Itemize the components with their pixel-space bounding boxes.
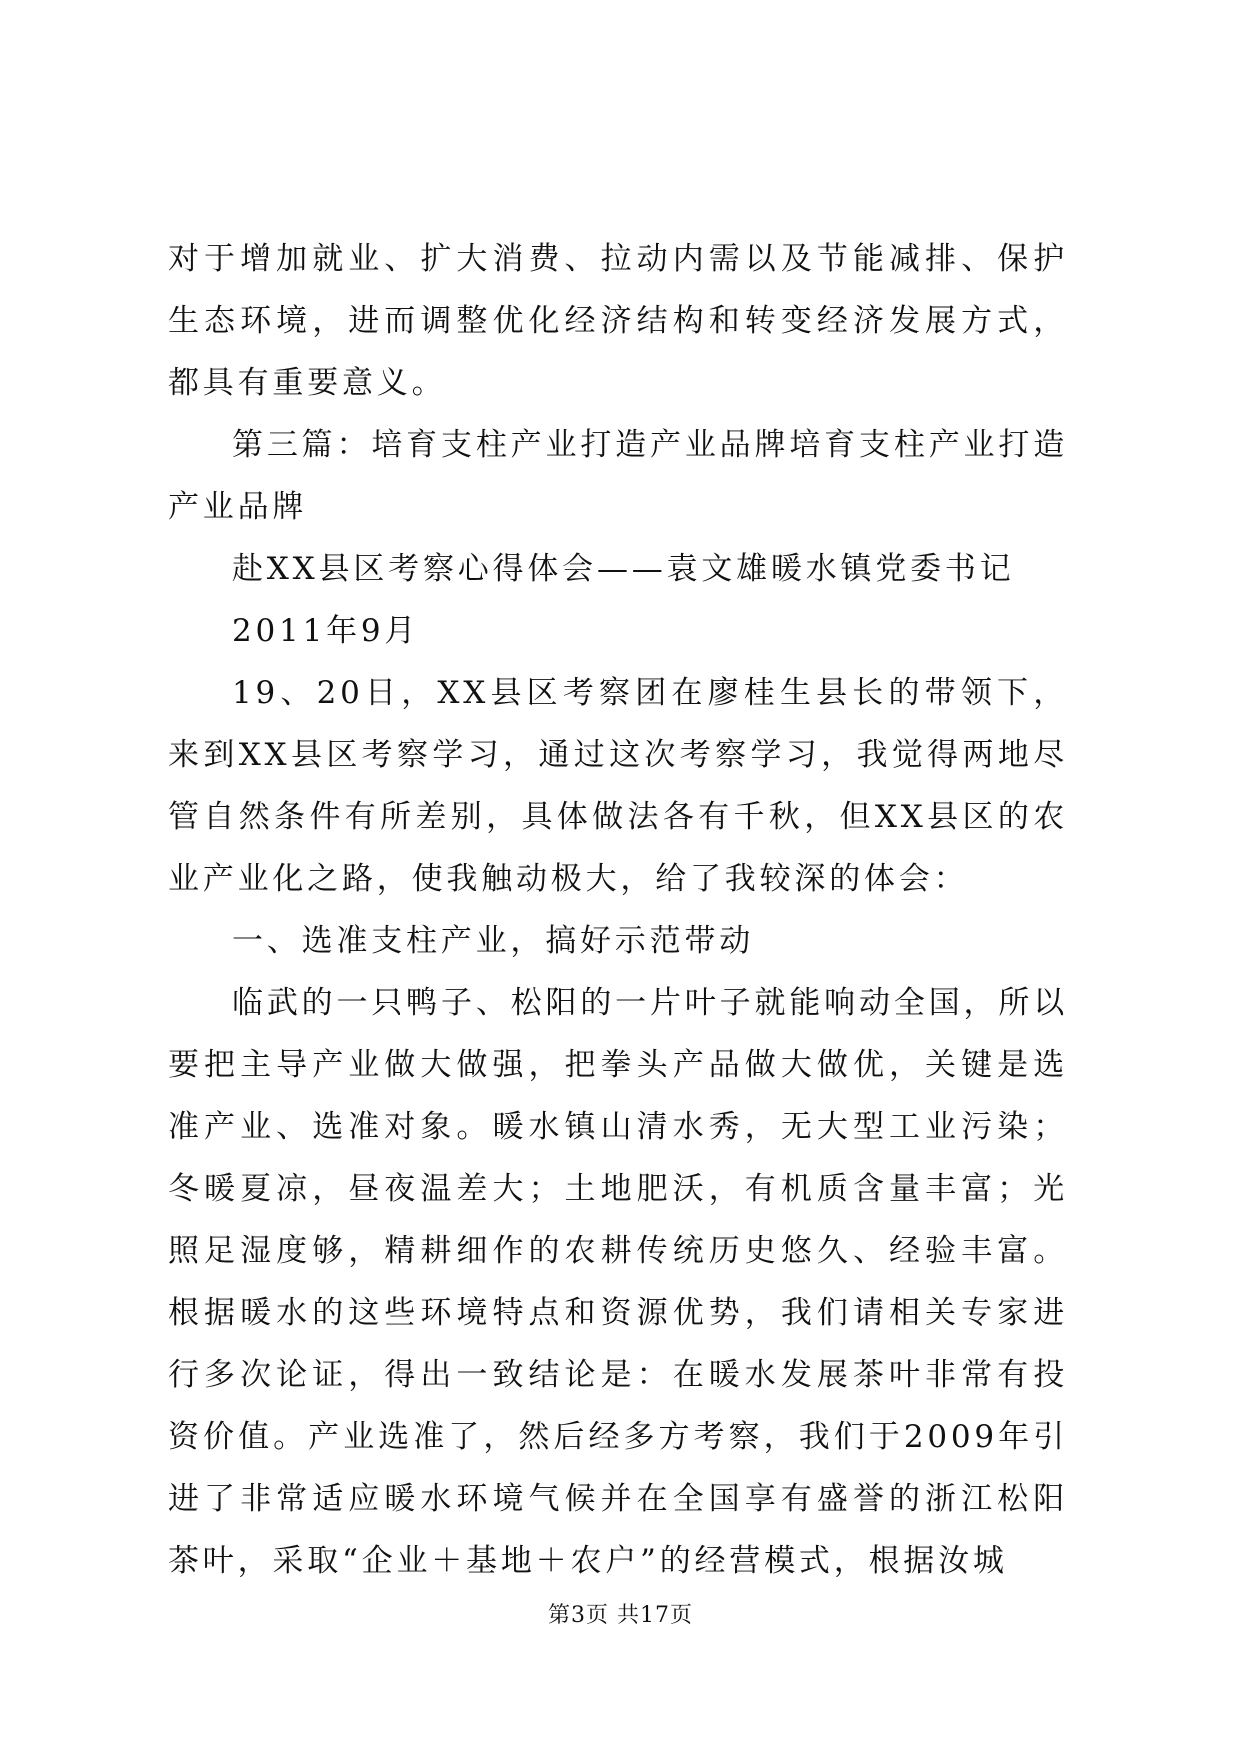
section-heading: 一、选准支柱产业，搞好示范带动 [232, 923, 754, 959]
article-subtitle: 赴XX县区考察心得体会——袁文雄暖水镇党委书记 [232, 551, 1015, 587]
document-body [168, 228, 1068, 1592]
paragraph-intro: 19、20日，XX县区考察团在廖桂生县长的带领下，来到XX县区考察学习，通过这次考察学习，我觉得两地尽管自然条件有所差别，具体做法各有千秋，但XX县区的农业产业化之路，使我触动极大，给了我较深的体会： [168, 675, 1068, 897]
article-title: 第三篇：培育支柱产业打造产业品牌培育支柱产业打造产业品牌 [168, 427, 1068, 525]
paragraph-body: 临武的一只鸭子、松阳的一片叶子就能响动全国，所以要把主导产业做大做强，把拳头产品做大做优，关键是选准产业、选准对象。暖水镇山清水秀，无大型工业污染；冬暖夏凉，昼夜温差大；土地肥沃，有机质含量丰富；光照足湿度够，精耕细作的农耕传统历史悠久、经验丰富。根据暖水的这些环境特点和资源优势，我们请相关专家进行多次论证，得出一致结论是：在暖水发展茶叶非常有投资价值。产业选准了，然后经多方考察，我们于2009年引进了非常适应暖水环境气候并在全国享有盛誉的浙江松阳茶叶，采取“企业＋基地＋农户”的经营模式，根据汝城 [168, 985, 1068, 1579]
page-number-footer: 第3页 共17页 [548, 1603, 693, 1628]
paragraph-continuation: 对于增加就业、扩大消费、拉动内需以及节能减排、保护生态环境，进而调整优化经济结构和转变经济发展方式，都具有重要意义。 [168, 241, 1068, 401]
article-date: 2011年9月 [232, 613, 420, 649]
